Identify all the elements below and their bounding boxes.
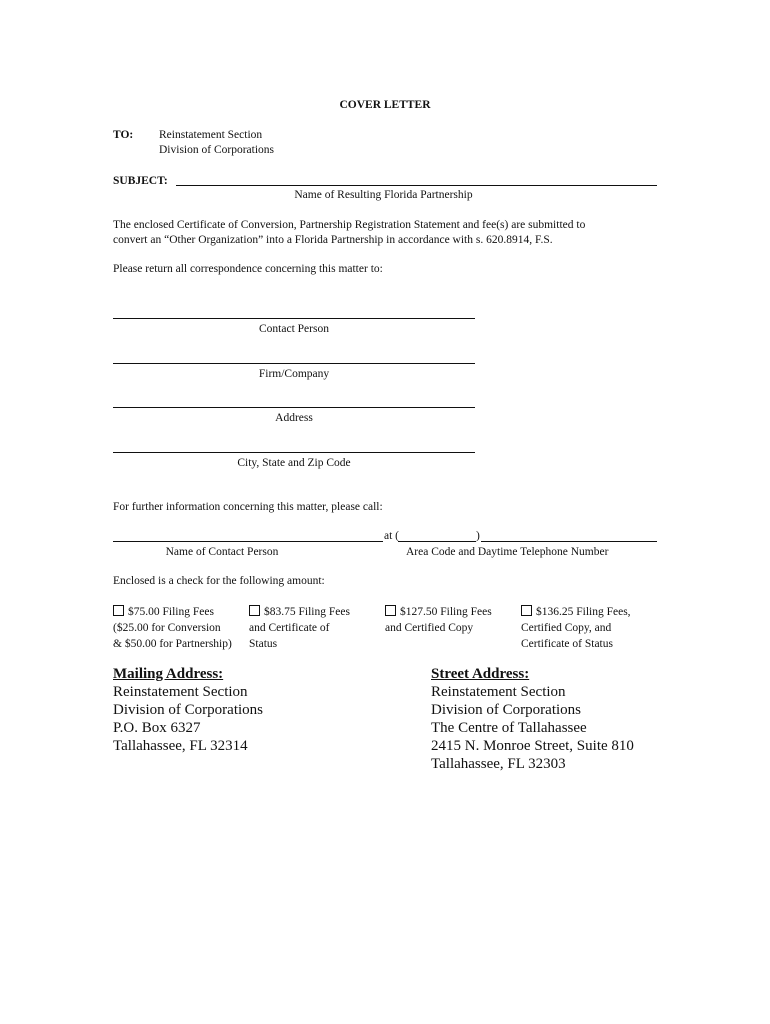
fee-option-75[interactable]: [113, 604, 232, 652]
firm-company-caption: Firm/Company: [258, 368, 330, 380]
mailing-address-line: Division of Corporations: [113, 702, 263, 718]
to-line-1: Reinstatement Section: [159, 129, 263, 141]
fee-option-136-25[interactable]: [521, 604, 631, 652]
fee-option-label: $75.00 Filing Fees: [128, 606, 214, 618]
street-address-line: The Centre of Tallahassee: [431, 720, 587, 736]
fee-option-127-50[interactable]: [385, 604, 492, 636]
at-text: at (: [384, 530, 400, 542]
subject-input-line[interactable]: [176, 185, 657, 186]
mailing-address-line: Reinstatement Section: [113, 684, 248, 700]
fee-option-label: $83.75 Filing Fees: [264, 606, 350, 618]
intro-line-1: The enclosed Certificate of Conversion, Partnership Registration Statement and fee(s) are submitted to: [113, 219, 586, 231]
firm-company-line[interactable]: [113, 363, 475, 364]
mailing-address-line: P.O. Box 6327: [113, 720, 201, 736]
street-address-line: Reinstatement Section: [431, 684, 566, 700]
address-line[interactable]: [113, 407, 475, 408]
checkbox-icon[interactable]: [113, 605, 124, 616]
checkbox-icon[interactable]: [521, 605, 532, 616]
enclosed-text: Enclosed is a check for the following amount:: [113, 575, 325, 587]
fee-option-detail: and Certificate of: [249, 622, 330, 634]
street-address-block: [431, 665, 634, 773]
page-title: COVER LETTER: [339, 99, 431, 111]
further-info-text: For further information concerning this matter, please call:: [113, 501, 383, 513]
city-state-zip-line[interactable]: [113, 452, 475, 453]
fee-option-detail: ($25.00 for Conversion: [113, 622, 221, 634]
mailing-address-heading: Mailing Address:: [113, 666, 224, 682]
fee-option-label: $136.25 Filing Fees,: [536, 606, 631, 618]
fee-option-detail: Certified Copy, and: [521, 622, 612, 634]
mailing-address-block: [113, 665, 263, 755]
checkbox-icon[interactable]: [249, 605, 260, 616]
fee-option-detail: and Certified Copy: [385, 622, 474, 634]
address-caption: Address: [275, 412, 313, 424]
paren-close: ): [476, 530, 480, 542]
intro-line-2: convert an “Other Organization” into a Florida Partnership in accordance with s. 620.8914, F.S.: [113, 234, 553, 246]
fee-option-detail: Status: [249, 638, 278, 650]
contact-name-line[interactable]: [113, 541, 383, 542]
return-text: Please return all correspondence concerning this matter to:: [113, 263, 383, 275]
checkbox-icon[interactable]: [385, 605, 396, 616]
contact-person-line[interactable]: [113, 318, 475, 319]
street-address-heading: Street Address:: [431, 666, 530, 682]
fee-option-83-75[interactable]: [249, 604, 350, 652]
contact-person-caption: Contact Person: [259, 323, 329, 335]
to-line-2: Division of Corporations: [159, 144, 274, 156]
to-label: TO:: [113, 129, 134, 141]
fee-option-label: $127.50 Filing Fees: [400, 606, 492, 618]
street-address-line: Tallahassee, FL 32303: [431, 756, 566, 772]
area-code-line[interactable]: [398, 541, 476, 542]
street-address-line: 2415 N. Monroe Street, Suite 810: [431, 738, 634, 754]
phone-number-line[interactable]: [481, 541, 657, 542]
street-address-line: Division of Corporations: [431, 702, 581, 718]
subject-label: SUBJECT:: [113, 175, 168, 187]
contact-name-caption: Name of Contact Person: [165, 546, 279, 558]
mailing-address-line: Tallahassee, FL 32314: [113, 738, 248, 754]
city-state-zip-caption: City, State and Zip Code: [237, 457, 351, 469]
phone-caption: Area Code and Daytime Telephone Number: [406, 546, 609, 558]
subject-caption: Name of Resulting Florida Partnership: [294, 189, 473, 201]
fee-option-detail: & $50.00 for Partnership): [113, 638, 232, 650]
fee-option-detail: Certificate of Status: [521, 638, 613, 650]
